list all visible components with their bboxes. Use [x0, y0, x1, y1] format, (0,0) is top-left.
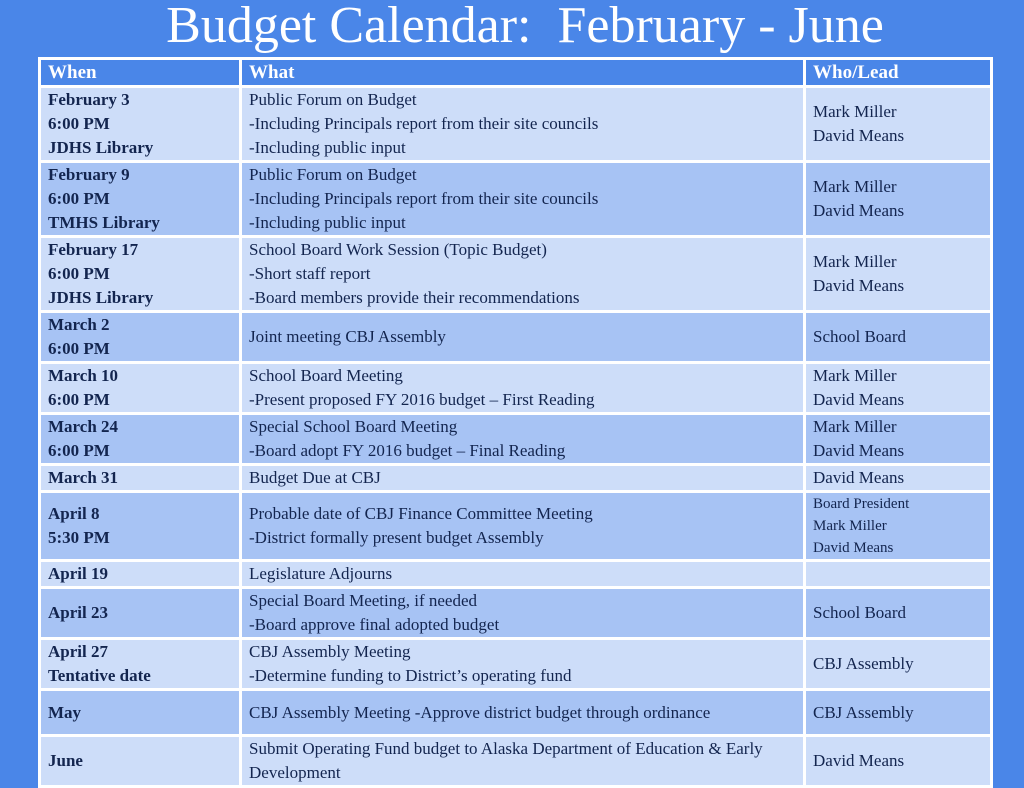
- who-cell: Mark Miller David Means: [805, 237, 992, 312]
- when-cell: June: [40, 736, 241, 787]
- table-row: [40, 87, 992, 162]
- when-cell: May: [40, 690, 241, 736]
- what-cell: Special Board Meeting, if needed -Board approve final adopted budget: [241, 588, 805, 639]
- table-row: [40, 561, 992, 588]
- what-cell: CBJ Assembly Meeting -Approve district budget through ordinance: [241, 690, 805, 736]
- who-cell: Board President Mark Miller David Means: [805, 492, 992, 561]
- when-cell: April 19: [40, 561, 241, 588]
- who-cell: David Means: [805, 465, 992, 492]
- what-cell: Budget Due at CBJ: [241, 465, 805, 492]
- what-cell: Probable date of CBJ Finance Committee Meeting -District formally present budget Assembly: [241, 492, 805, 561]
- table-row: [40, 414, 992, 465]
- when-cell: March 10 6:00 PM: [40, 363, 241, 414]
- what-cell: Special School Board Meeting -Board adopt FY 2016 budget – Final Reading: [241, 414, 805, 465]
- who-cell: Mark Miller David Means: [805, 363, 992, 414]
- when-cell: February 17 6:00 PM JDHS Library: [40, 237, 241, 312]
- when-cell: March 24 6:00 PM: [40, 414, 241, 465]
- header-when: When: [40, 59, 241, 87]
- who-cell: CBJ Assembly: [805, 639, 992, 690]
- what-cell: School Board Meeting -Present proposed FY 2016 budget – First Reading: [241, 363, 805, 414]
- table-row: [40, 162, 992, 237]
- what-cell: Public Forum on Budget -Including Principals report from their site councils -Including public input: [241, 162, 805, 237]
- table-row: [40, 588, 992, 639]
- who-cell: School Board: [805, 588, 992, 639]
- table-row: [40, 690, 992, 736]
- when-cell: March 2 6:00 PM: [40, 312, 241, 363]
- table-row: [40, 492, 992, 561]
- when-cell: February 3 6:00 PM JDHS Library: [40, 87, 241, 162]
- header-what: What: [241, 59, 805, 87]
- header-who-lead: Who/Lead: [805, 59, 992, 87]
- budget-calendar-table: [38, 57, 993, 788]
- what-cell: Legislature Adjourns: [241, 561, 805, 588]
- what-cell: Joint meeting CBJ Assembly: [241, 312, 805, 363]
- table-row: [40, 363, 992, 414]
- what-cell: School Board Work Session (Topic Budget) -Short staff report -Board members provide their recommendations: [241, 237, 805, 312]
- table-row: [40, 465, 992, 492]
- when-cell: March 31: [40, 465, 241, 492]
- who-cell: David Means: [805, 736, 992, 787]
- what-cell: CBJ Assembly Meeting -Determine funding to District’s operating fund: [241, 639, 805, 690]
- header-row: [40, 59, 992, 87]
- who-cell: [805, 561, 992, 588]
- what-cell: Public Forum on Budget -Including Principals report from their site councils -Including public input: [241, 87, 805, 162]
- who-cell: Mark Miller David Means: [805, 87, 992, 162]
- who-cell: School Board: [805, 312, 992, 363]
- what-cell: Submit Operating Fund budget to Alaska Department of Education & Early Development: [241, 736, 805, 787]
- when-cell: April 23: [40, 588, 241, 639]
- table-row: [40, 312, 992, 363]
- when-cell: April 8 5:30 PM: [40, 492, 241, 561]
- page-title: Budget Calendar: February - June: [166, 0, 884, 54]
- when-cell: April 27 Tentative date: [40, 639, 241, 690]
- who-cell: CBJ Assembly: [805, 690, 992, 736]
- table-row: [40, 237, 992, 312]
- who-cell: Mark Miller David Means: [805, 162, 992, 237]
- table-row: [40, 639, 992, 690]
- when-cell: February 9 6:00 PM TMHS Library: [40, 162, 241, 237]
- who-cell: Mark Miller David Means: [805, 414, 992, 465]
- table-row: [40, 736, 992, 787]
